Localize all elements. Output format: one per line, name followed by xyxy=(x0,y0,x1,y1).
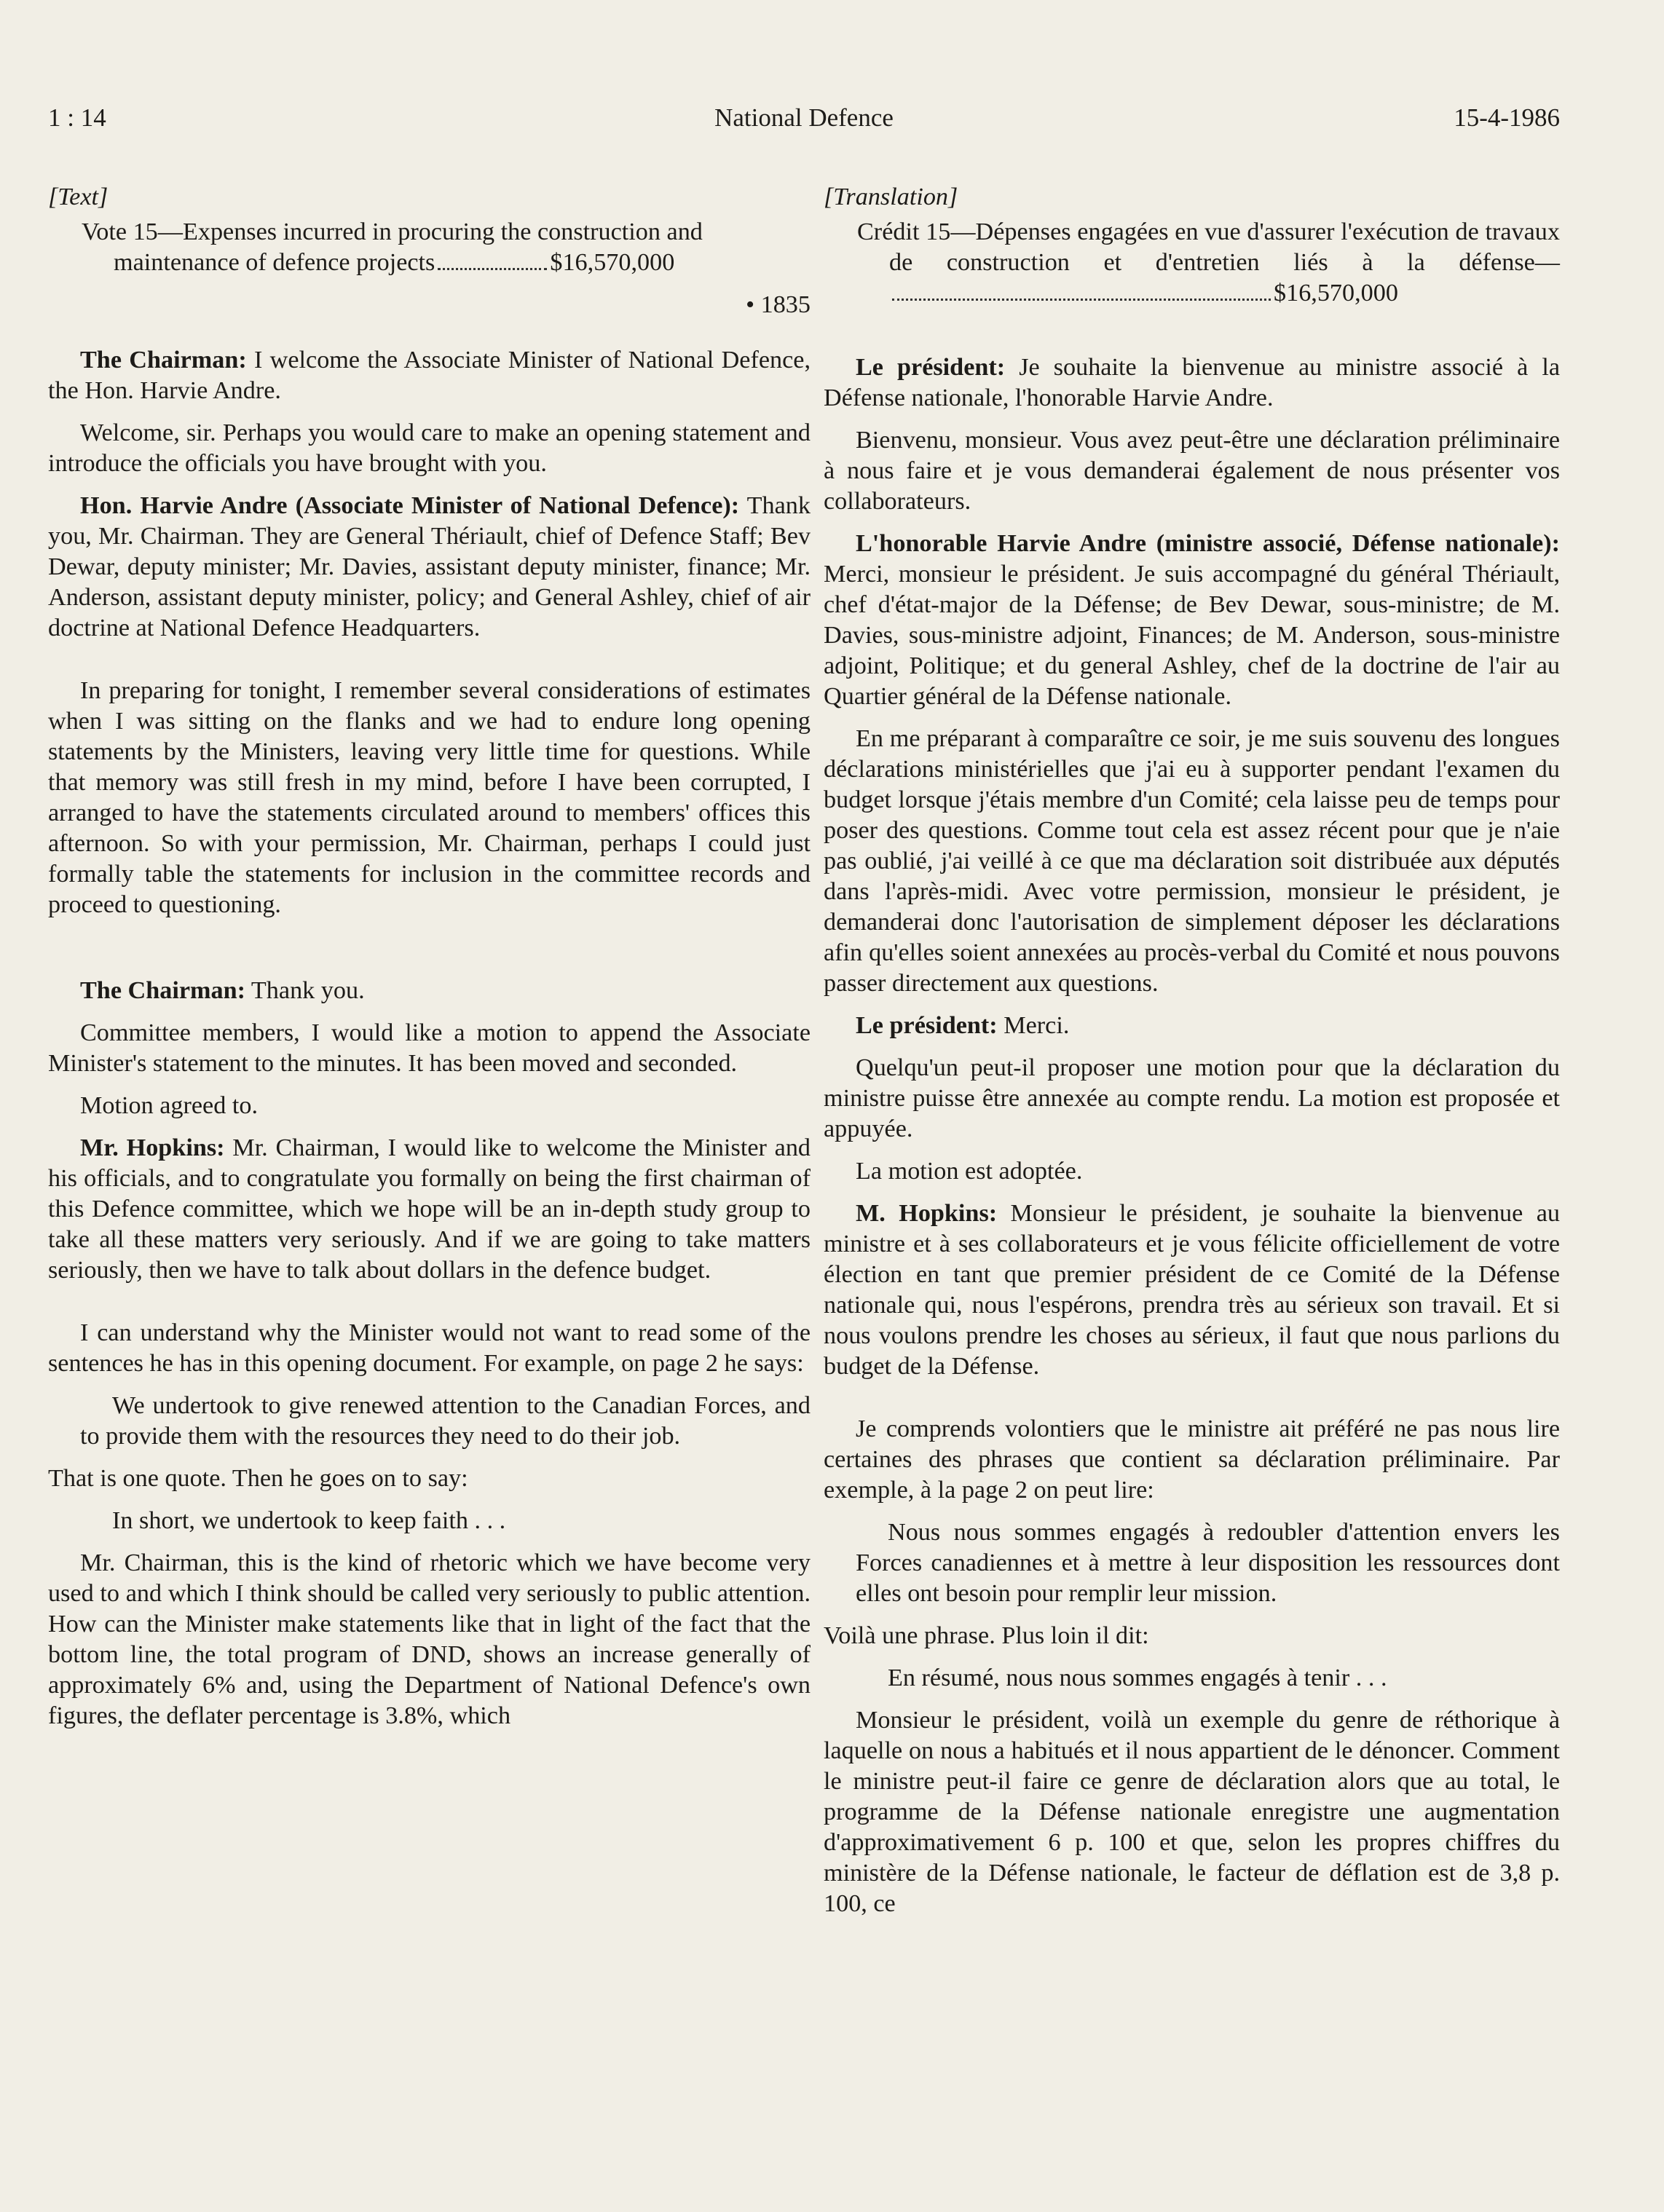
block-quote: In short, we undertook to keep faith . . . xyxy=(112,1507,506,1534)
vote-amount: $16,570,000 xyxy=(550,249,675,276)
paragraph xyxy=(48,491,811,644)
paragraph: Monsieur le président, voilà un exemple du genre de réthorique à laquelle on nous a habitués et il nous appartient de le dénoncer. Comment le ministre peut-il faire ce genre de déclaration alors que au total, le programme de la Défense nationale enregistre une augmentation d'approximativement 6 p. 100 et que, selon les propres chiffres du ministère de la Défense nationale, le facteur de déflation est de 3,8 p. 100, ce xyxy=(824,1707,1560,1917)
paragraph: Quelqu'un peut-il proposer une motion pour que la déclaration du ministre puisse être annexée au compte rendu. La motion est proposée et appuyée. xyxy=(824,1054,1560,1142)
paragraph: La motion est adoptée. xyxy=(856,1158,1083,1185)
paragraph: Bienvenu, monsieur. Vous avez peut-être une déclaration préliminaire à nous faire et je vous demanderai également de nous présenter vos collaborateurs. xyxy=(824,427,1560,515)
time-marker: • 1835 xyxy=(746,291,811,318)
speaker-name: L'honorable Harvie Andre (ministre associé, Défense nationale): xyxy=(856,530,1560,557)
block-quote: We undertook to give renewed attention to the Canadian Forces, and to provide them with the resources they need to do their job. xyxy=(80,1392,811,1450)
document-date: 15-4-1986 xyxy=(1454,103,1560,132)
paragraph: Mr. Chairman, this is the kind of rhetoric which we have become very used to and which I think should be called very seriously to public attention. How can the Minister make statements like that in light of the fact that the bottom line, the total program of DND, shows an increase generally of approximately 6% and, using the Department of National Defence's own figures, the deflater percentage is 3.8%, which xyxy=(48,1549,811,1729)
speaker-name: M. Hopkins: xyxy=(856,1200,998,1227)
paragraph xyxy=(824,352,1560,414)
page-header xyxy=(48,103,1560,147)
paragraph: Je comprends volontiers que le ministre ait préféré ne pas nous lire certaines des phrases que contient sa déclaration préliminaire. Par exemple, à la page 2 on peut lire: xyxy=(824,1415,1560,1504)
vote-amount: $16,570,000 xyxy=(1274,280,1398,307)
speaker-name: The Chairman: xyxy=(80,347,247,374)
speaker-name: Mr. Hopkins: xyxy=(80,1134,225,1161)
paragraph: I can understand why the Minister would not want to read some of the sentences he has in this opening document. For example, on page 2 he says: xyxy=(48,1319,811,1377)
page-number: 1 : 14 xyxy=(48,103,106,132)
speech-text: Merci. xyxy=(997,1012,1070,1039)
block-quote: En résumé, nous nous sommes engagés à tenir . . . xyxy=(888,1664,1387,1691)
block-quote: Nous nous sommes engagés à redoubler d'attention envers les Forces canadiennes et à mettre à leur disposition les ressources dont elles ont besoin pour remplir leur mission. xyxy=(856,1519,1560,1607)
paragraph xyxy=(48,345,811,406)
speech-text: Thank you. xyxy=(245,977,365,1004)
speaker-name: The Chairman: xyxy=(80,977,245,1004)
paragraph: En me préparant à comparaître ce soir, je me suis souvenu des longues déclarations ministérielles que j'ai eu à supporter pendant l'examen du budget lorsque j'étais membre d'un Comité; cela laisse peu de temps pour poser des questions. Comme tout cela est assez récent pour que je n'aie pas oublié, j'ai veillé à ce que ma déclaration soit distribuée aux députés dans l'après-midi. Avec votre permission, monsieur le président, je demanderai donc l'autorisation de simplement déposer les déclarations afin qu'elles soient annexées au procès-verbal du Comité et nous pouvons passer directement aux questions. xyxy=(824,725,1560,997)
french-column xyxy=(824,182,1560,1931)
paragraph xyxy=(48,976,811,1006)
paragraph: Voilà une phrase. Plus loin il dit: xyxy=(824,1622,1149,1649)
paragraph xyxy=(824,529,1560,712)
english-column xyxy=(48,182,811,1743)
paragraph: In preparing for tonight, I remember several considerations of estimates when I was sitting on the flanks and we had to endure long opening statements by the Ministers, leaving very little time for questions. While that memory was still fresh in my mind, before I have been corrupted, I arranged to have the statements circulated around to members' offices this afternoon. So with your permission, Mr. Chairman, perhaps I could just formally table the statements for inclusion in the committee records and proceed to questioning. xyxy=(48,677,811,918)
speech-text: Monsieur le président, je souhaite la bienvenue au ministre et à ses collaborateurs et je vous félicite officiellement de votre élection en tant que premier président de ce Comité de la Défense nationale qui, nous l'espérons, prendra très au sérieux son travail. Et si nous voulons prendre les choses au sérieux, il faut que nous parlions du budget de la Défense. xyxy=(824,1200,1560,1380)
vote-text: Crédit 15—Dépenses engagées en vue d'assurer l'exécution de travaux de construction et d'entretien liés à la défense— xyxy=(857,218,1560,276)
speech-text: Thank you, Mr. Chairman. They are General Thériault, chief of Defence Staff; Bev Dewar, deputy minister; Mr. Davies, assistant deputy minister, finance; Mr. Anderson, assistant deputy minister, policy; and General Ashley, chief of air doctrine at National Defence Headquarters. xyxy=(48,492,811,641)
speaker-name: Hon. Harvie Andre (Associate Minister of National Defence): xyxy=(80,492,740,519)
speaker-name: Le président: xyxy=(856,354,1006,381)
speech-text: Mr. Chairman, I would like to welcome the Minister and his officials, and to congratulate you formally on being the first chairman of this Defence committee, which we hope will be an in-depth study group to take all these matters very seriously. And if we are going to take matters seriously, then we have to talk about dollars in the defence budget. xyxy=(48,1134,811,1284)
vote-text: Vote 15—Expenses incurred in procuring the construction and maintenance of defence projects xyxy=(82,218,703,276)
document-title: National Defence xyxy=(714,103,894,132)
speech-text: Je souhaite la bienvenue au ministre associé à la Défense nationale, l'honorable Harvie Andre. xyxy=(824,354,1560,411)
speaker-name: Le président: xyxy=(856,1012,998,1039)
paragraph xyxy=(824,1198,1560,1382)
translation-label: [Translation] xyxy=(824,183,958,210)
leader-dots xyxy=(438,268,547,270)
paragraph xyxy=(824,1011,1560,1041)
paragraph xyxy=(48,1133,811,1286)
text-label: [Text] xyxy=(48,183,109,210)
paragraph: Welcome, sir. Perhaps you would care to make an opening statement and introduce the officials you have brought with you. xyxy=(48,419,811,477)
speech-text: I welcome the Associate Minister of National Defence, the Hon. Harvie Andre. xyxy=(48,347,811,404)
paragraph: Motion agreed to. xyxy=(80,1092,259,1119)
vote-item xyxy=(48,217,811,278)
leader-dots xyxy=(892,299,1271,301)
paragraph: Committee members, I would like a motion to append the Associate Minister's statement to the minutes. It has been moved and seconded. xyxy=(48,1019,811,1077)
speech-text: Merci, monsieur le président. Je suis accompagné du général Thériault, chef d'état-major de la Défense; de Bev Dewar, sous-ministre; de M. Davies, sous-ministre adjoint, Finances; de M. Anderson, sous-ministre adjoint, Politique; et du general Ashley, chef de la doctrine de l'air au Quartier général de la Défense nationale. xyxy=(824,561,1560,710)
paragraph: That is one quote. Then he goes on to say: xyxy=(48,1465,468,1492)
vote-item xyxy=(824,217,1560,309)
